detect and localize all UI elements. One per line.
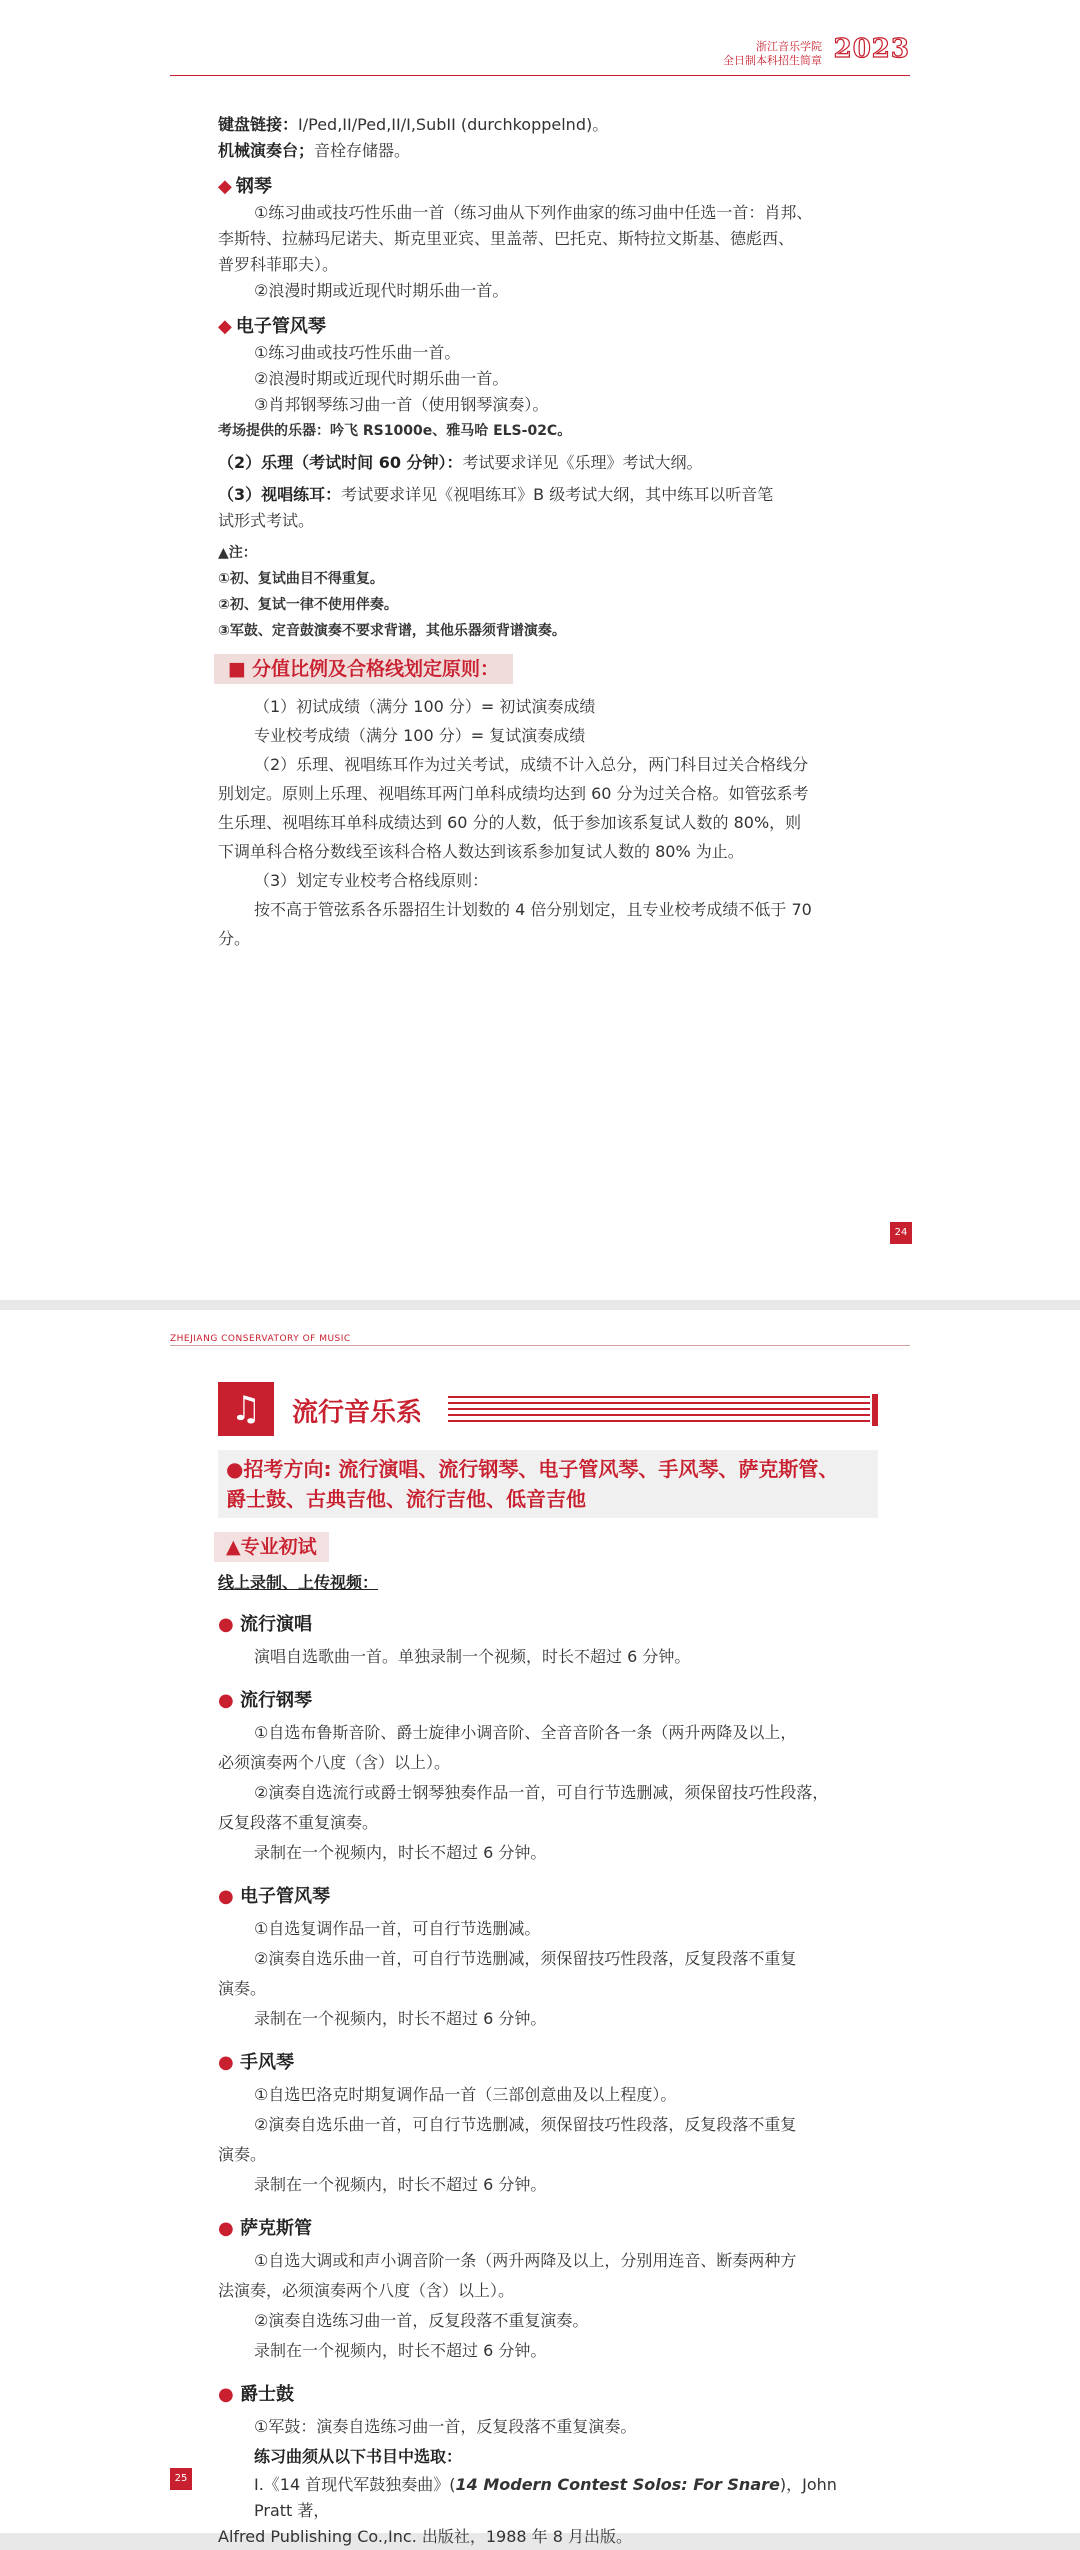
text-line: （3）划定专业校考合格线原则： [254,871,489,890]
line-label: （2）乐理（考试时间 60 分钟）： [218,453,463,472]
text-line [218,112,870,138]
text-line: 录制在一个视频内，时长不超过 6 分钟。 [254,2341,547,2360]
text-line [218,314,870,340]
diamond-bullet-icon: ◆ [218,316,232,337]
text-line: ▲注： [218,545,257,561]
line-label: （3）视唱练耳： [218,485,342,504]
book-prefix: I.《14 首现代军鼓独奏曲》( [254,2475,456,2494]
instrument-heading [218,2050,870,2076]
brochure-title: 全日制本科招生简章 [723,54,822,67]
banner-cap [872,1394,878,1426]
text-line: 录制在一个视频内，时长不超过 6 分钟。 [254,1843,547,1862]
bullet-dot-icon: ● [218,1690,240,1711]
text-line: ②演奏自选流行或爵士钢琴独奏作品一首，可自行节选删减，须保留技巧性段落， [254,1783,829,1802]
line-text: 考试要求详见《视唱练耳》B 级考试大纲，其中练耳以听音笔 [341,485,774,504]
school-name: 浙江音乐学院 [756,40,822,53]
text-line: ①自选复调作品一首，可自行节选删减。 [254,1919,541,1938]
line-text: I/Ped,II/Ped,II/I,SubII (durchkoppelnd)。 [298,115,609,134]
instrument-heading [218,1612,870,1638]
text-line: ①自选巴洛克时期复调作品一首（三部创意曲及以上程度）。 [254,2085,677,2104]
text-line: 分。 [218,929,251,948]
bullet-dot-icon: ● [218,1614,240,1635]
text-line: 必须演奏两个八度（含）以上）。 [218,1753,451,1772]
page-header [170,34,910,76]
book-reference-line-2: Alfred Publishing Co.,Inc. 出版社，1988 年 8 月出版。 [218,2527,633,2546]
text-line: 反复段落不重复演奏。 [218,1813,379,1832]
book-title: 14 Modern Contest Solos: For Snare [455,2475,780,2494]
text-line: ①初、复试曲目不得重复。 [218,571,384,587]
text-line: ②浪漫时期或近现代时期乐曲一首。 [254,281,509,300]
text-line: 别划定。原则上乐理、视唱练耳两门单科成绩均达到 60 分为过关合格。如管弦系考 [218,784,809,803]
text-line: ①军鼓：演奏自选练习曲一首，反复段落不重复演奏。 [254,2417,637,2436]
text-line: （1）初试成绩（满分 100 分）= 初试演奏成绩 [254,697,596,716]
text-line: ②演奏自选乐曲一首，可自行节选删减，须保留技巧性段落，反复段落不重复 [254,2115,797,2134]
instrument-title: 萨克斯管 [239,2218,312,2239]
section-title: 分值比例及合格线划定原则： [251,658,499,680]
text-line: ②浪漫时期或近现代时期乐曲一首。 [254,369,509,388]
diamond-bullet-icon: ◆ [218,176,232,197]
page-number: 25 [170,2468,192,2490]
line-text: 考试要求详见《乐理》考试大纲。 [462,453,703,472]
book-reference-line-1 [218,2472,870,2524]
text-line: 生乐理、视唱练耳单科成绩达到 60 分的人数，低于参加该系复试人数的 80%，则 [218,813,802,832]
text-line: ③军鼓、定音鼓演奏不要求背谱，其他乐器须背谱演奏。 [218,623,566,639]
text-line: 练习曲须从以下书目中选取： [254,2447,463,2466]
bullet-dot-icon: ● [218,2218,240,2239]
section-heading: 钢琴 [235,176,272,197]
instrument-title: 电子管风琴 [239,1886,330,1907]
department-name: 流行音乐系 [292,1398,423,1428]
bullet-dot-icon: ● [218,2052,240,2073]
text-line [218,138,870,164]
text-line: ③肖邦钢琴练习曲一首（使用钢琴演奏）。 [254,395,549,414]
text-line: 考场提供的乐器：吟飞 RS1000e、雅马哈 ELS-02C。 [218,423,572,439]
text-line: 演奏。 [218,1979,267,1998]
text-line: 下调单科合格分数线至该科合格人数达到该系参加复试人数的 80% 为止。 [218,842,744,861]
text-line: ②演奏自选练习曲一首，反复段落不重复演奏。 [254,2311,589,2330]
bullet-dot-icon: ● [218,1886,240,1907]
text-line: ②演奏自选乐曲一首，可自行节选删减，须保留技巧性段落，反复段落不重复 [254,1949,797,1968]
instrument-title: 流行演唱 [239,1614,312,1635]
instrument-title: 爵士鼓 [239,2384,294,2405]
header-school [723,40,822,68]
text-line: ①自选大调或和声小调音阶一条（两升两降及以上，分别用连音、断奏两种方 [254,2251,797,2270]
text-line: 按不高于管弦系各乐器招生计划数的 4 倍分别划定，且专业校考成绩不低于 70 [254,900,812,919]
directions-line-1: ●招考方向: 流行演唱、流行钢琴、电子管风琴、手风琴、萨克斯管、 [226,1457,839,1481]
instrument-title: 流行钢琴 [239,1690,312,1711]
book-suffix: )，John Pratt 著， [254,2475,837,2520]
subhead-preliminary: ▲专业初试 [214,1532,329,1562]
text-line: 演奏。 [218,2145,267,2164]
line-label: 机械演奏台； [218,141,315,160]
music-note-icon: ♫ [218,1382,274,1436]
department-banner [218,1382,878,1436]
header-english: ZHEJIANG CONSERVATORY OF MUSIC [170,1334,351,1344]
admission-directions [218,1450,878,1518]
instrument-heading [218,2382,870,2408]
text-line: ②初、复试一律不使用伴奏。 [218,597,398,613]
text-line: 普罗科菲耶夫）。 [218,255,339,274]
line-text: 音栓存储器。 [314,141,411,160]
page-25-body [218,1532,870,2550]
page-header [170,1326,910,1346]
instrument-heading [218,1884,870,1910]
text-line: 法演奏，必须演奏两个八度（含）以上）。 [218,2281,515,2300]
text-line [218,482,870,508]
page-number: 24 [890,1222,912,1244]
instrument-heading [218,2216,870,2242]
banner-stripes [448,1396,870,1424]
text-line: 李斯特、拉赫玛尼诺夫、斯克里亚宾、里盖蒂、巴托克、斯特拉文斯基、德彪西、 [218,229,795,248]
directions-line-2: 爵士鼓、古典吉他、流行吉他、低音吉他 [226,1487,586,1511]
section-title-bar [214,654,513,684]
section-heading: 电子管风琴 [235,316,326,337]
text-line: 录制在一个视频内，时长不超过 6 分钟。 [254,2175,547,2194]
text-line: 录制在一个视频内，时长不超过 6 分钟。 [254,2009,547,2028]
text-line: ①练习曲或技巧性乐曲一首。 [254,343,461,362]
page-25 [0,1310,1080,2546]
bullet-dot-icon: ● [218,2384,240,2405]
text-line: 演唱自选歌曲一首。单独录制一个视频，时长不超过 6 分钟。 [254,1647,691,1666]
line-label: 键盘链接： [218,115,299,134]
text-line: 专业校考成绩（满分 100 分）= 复试演奏成绩 [254,726,586,745]
instrument-blocks [218,1596,870,2472]
page-24-body [218,112,870,953]
square-bullet-icon: ■ [228,658,246,680]
text-line: ①自选布鲁斯音阶、爵士旋律小调音阶、全音音阶各一条（两升两降及以上， [254,1723,797,1742]
text-line: 试形式考试。 [218,511,315,530]
text-line: （2）乐理、视唱练耳作为过关考试，成绩不计入总分，两门科目过关合格线分 [254,755,809,774]
text-line: ①练习曲或技巧性乐曲一首（练习曲从下列作曲家的练习曲中任选一首：肖邦、 [254,203,813,222]
header-year: 2023 [833,34,910,64]
instrument-heading [218,1688,870,1714]
instrument-title: 手风琴 [239,2052,294,2073]
online-recording-note: 线上录制、上传视频： [218,1573,379,1592]
text-line [218,450,870,476]
text-line [218,174,870,200]
